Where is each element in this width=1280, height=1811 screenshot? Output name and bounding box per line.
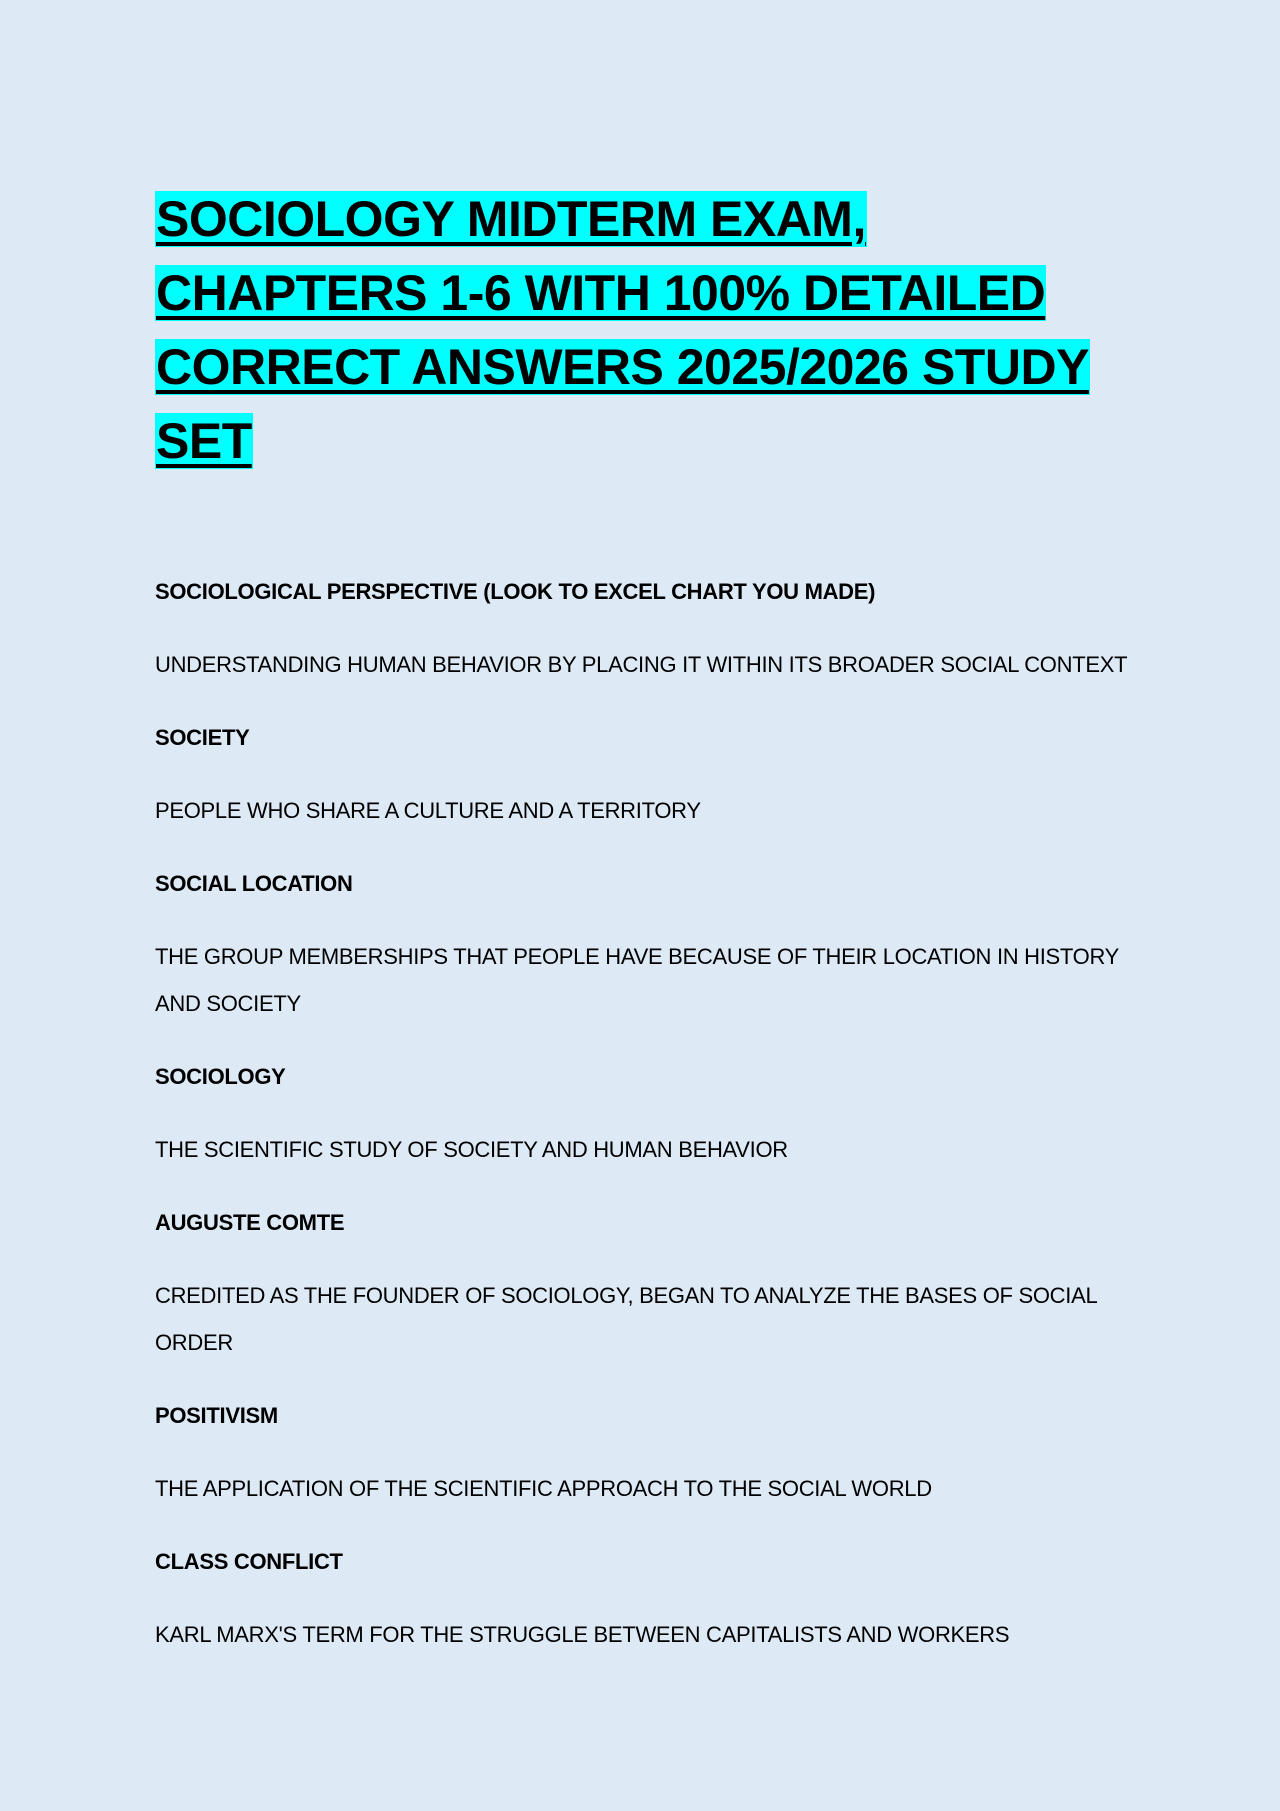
term-definition: THE SCIENTIFIC STUDY OF SOCIETY AND HUMAN BEHAVIOR <box>155 1137 788 1162</box>
term-definition: THE APPLICATION OF THE SCIENTIFIC APPROACH TO THE SOCIAL WORLD <box>155 1476 932 1501</box>
document-title <box>155 182 1135 478</box>
title-line: CHAPTERS 1-6 WITH 100% DETAILED <box>156 265 1046 321</box>
term-heading: SOCIOLOGY <box>155 1064 286 1089</box>
title-line: CORRECT ANSWERS 2025/2026 STUDY <box>156 339 1089 395</box>
title-line: SET <box>156 413 252 469</box>
term-list <box>155 568 1135 1658</box>
term-definition: CREDITED AS THE FOUNDER OF SOCIOLOGY, BEGAN TO ANALYZE THE BASES OF SOCIAL ORDER <box>155 1283 1097 1355</box>
term-heading: POSITIVISM <box>155 1403 278 1428</box>
term-definition: THE GROUP MEMBERSHIPS THAT PEOPLE HAVE BECAUSE OF THEIR LOCATION IN HISTORY AND SOCIETY <box>155 944 1119 1016</box>
term-heading: SOCIETY <box>155 725 250 750</box>
term-heading: AUGUSTE COMTE <box>155 1210 345 1235</box>
term-heading: SOCIAL LOCATION <box>155 871 353 896</box>
term-heading: CLASS CONFLICT <box>155 1549 343 1574</box>
term-definition: PEOPLE WHO SHARE A CULTURE AND A TERRITORY <box>155 798 701 823</box>
title-line: SOCIOLOGY MIDTERM EXAM, <box>156 191 866 247</box>
term-definition: KARL MARX'S TERM FOR THE STRUGGLE BETWEEN CAPITALISTS AND WORKERS <box>155 1622 1010 1647</box>
term-heading: SOCIOLOGICAL PERSPECTIVE (LOOK TO EXCEL CHART YOU MADE) <box>155 579 876 604</box>
term-definition: UNDERSTANDING HUMAN BEHAVIOR BY PLACING IT WITHIN ITS BROADER SOCIAL CONTEXT <box>155 652 1128 677</box>
